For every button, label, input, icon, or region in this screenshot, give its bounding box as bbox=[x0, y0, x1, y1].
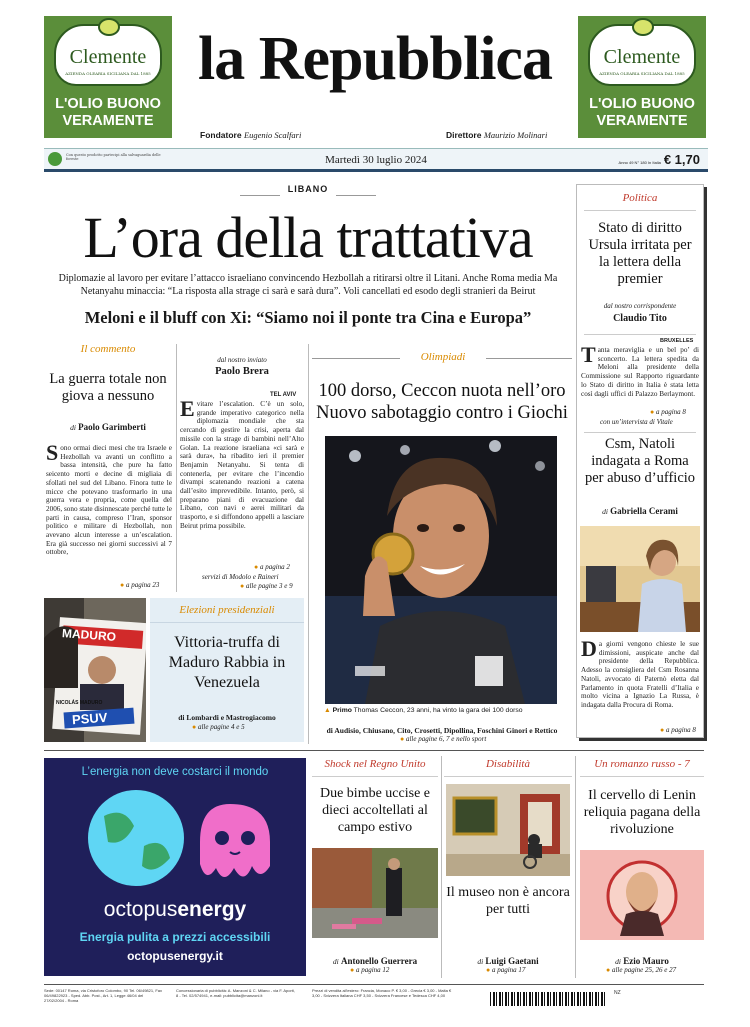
eco-note: Con questo prodotto partecipi alla salvaguardia delle foreste bbox=[66, 153, 161, 161]
ceccon-caption bbox=[324, 707, 523, 714]
dateline-bar bbox=[44, 148, 708, 172]
poster-name-text: NICOLÁS MADURO bbox=[56, 700, 103, 706]
drop-cap: D bbox=[581, 640, 597, 661]
shock-title[interactable]: Due bimbe uccise e dieci accoltellati al campo estivo bbox=[319, 786, 430, 835]
main-kicker: LIBANO bbox=[287, 184, 329, 194]
caption-text: Thomas Ceccon, 23 anni, ha vinto la gara dei 100 dorso bbox=[353, 707, 523, 714]
disabilita-ref[interactable] bbox=[486, 966, 525, 974]
main-headline[interactable]: L’ora della trattativa bbox=[83, 205, 533, 270]
section-divider bbox=[44, 750, 704, 751]
disabilita-title[interactable]: Il museo non è ancora per tutti bbox=[446, 885, 570, 917]
commento-title[interactable]: La guerra totale non giova a nessuno bbox=[49, 371, 167, 404]
drop-cap: E bbox=[180, 400, 195, 421]
footer-col2: Concessionaria di pubblicità: A. Manzoni & C. Milano - via F. Aporti, 8 - Tel. 02/574941, e-mail: pubblicita@manzoni.it bbox=[176, 988, 295, 998]
clemente-ad-right[interactable] bbox=[578, 16, 706, 138]
divider bbox=[584, 210, 696, 211]
divider bbox=[150, 622, 304, 623]
divider bbox=[240, 195, 280, 196]
politica-body bbox=[581, 346, 699, 408]
commento-text: ono ormai dieci mesi che tra Israele e Hezbollah va avanti un conflitto a bassa intensità, che pure ha fatto seicento morti e decine di migliaia di sfollati nel sud del Libano. Finora tutte le micce che potevano trasformarlo in una guerra vera e propria, come quella del 2006, sono state disinnescate perché tutte le parti in causa, compreso l’Iran, sponsor politico e militare di Hezbollah, non avevano alcun interesse a un’escalation. Era già successo nei giorni successivi al 7 ottobre, bbox=[46, 444, 172, 557]
clemente-brand: Clemente bbox=[69, 46, 147, 68]
olimpiadi-label: Olimpiadi bbox=[400, 351, 486, 363]
brera-text: vitare l’escalation. C’è un solo, grande imperativo categorico nella diplomazia mondiale che sta cercando di gestire la crisi, aperta dal missile con la strage di bambini nell’Alto Golan. La reazione israeliana «ci sarà e sarà dura», ha ribadito ieri il premier Benjamin Netanyahu. Si tenta di contenerla, per evitare che l’incendio divampi scatenando reazioni a catena dall’esito imprevedibile. Intanto, però, si preparano piani di evacuazione dal Libano, con navi e aerei militari da trasporto, e si diffondono appelli a lasciare Beirut prima possibile. bbox=[180, 400, 304, 530]
octopus-illustration bbox=[84, 786, 274, 896]
bullet-icon: ● bbox=[660, 726, 665, 734]
natoli-title[interactable]: Csm, Natoli indagata a Roma per abuso d’ufficio bbox=[584, 436, 696, 486]
ceccon-illustration bbox=[325, 436, 557, 704]
founder-line bbox=[200, 130, 301, 140]
bullet-icon: ● bbox=[400, 735, 405, 743]
drop-cap: S bbox=[46, 444, 59, 465]
commento-byline bbox=[44, 422, 172, 432]
venezuela-title[interactable]: Vittoria-truffa di Maduro Rabbia in Venezuela bbox=[168, 634, 286, 691]
venezuela-ref-text: alle pagine 4 e 5 bbox=[197, 723, 245, 731]
price-note: Anno 49 N° 180 In Italia bbox=[618, 160, 661, 165]
brera-services-ref[interactable] bbox=[240, 582, 293, 590]
natoli-photo[interactable] bbox=[580, 526, 700, 632]
octopus-logo bbox=[44, 898, 306, 922]
main-summary: Diplomazie al lavoro per evitare l’attacco israeliano convincendo Hezbollah a ritirarsi oltre il Litani. Anche Roma media Ma Netanyahu minaccia: “La risposta alla strage ci sarà e sarà dura”. Voli cancellati ed esodo degli stranieri da Beirut bbox=[58, 273, 558, 297]
bullet-icon: ● bbox=[120, 581, 125, 589]
lenin-illustration[interactable] bbox=[580, 850, 704, 940]
price-value: € 1,70 bbox=[663, 152, 700, 167]
barcode bbox=[490, 992, 606, 1006]
poster-top-text: MADURO bbox=[61, 626, 117, 644]
director-line bbox=[446, 130, 547, 140]
lenin-label: Un romanzo russo - 7 bbox=[594, 758, 690, 770]
venezuela-ref[interactable] bbox=[192, 723, 245, 731]
shock-byline bbox=[312, 956, 438, 966]
issue-date: Martedì 30 luglio 2024 bbox=[325, 154, 427, 166]
museum-photo[interactable] bbox=[446, 784, 570, 876]
bullet-icon: ● bbox=[486, 966, 491, 974]
footer-code: NZ bbox=[614, 990, 621, 996]
shock-photo[interactable] bbox=[312, 848, 438, 938]
clemente-logo bbox=[588, 24, 696, 86]
politica-place: BRUXELLES bbox=[660, 338, 694, 344]
clemente-tagline: AZIENDA OLEARIA SICILIANA DAL 1885 bbox=[65, 71, 151, 76]
shock-author: Antonello Guerrera bbox=[341, 956, 418, 966]
director-name: Maurizio Molinari bbox=[483, 130, 548, 140]
brera-ref[interactable] bbox=[254, 563, 290, 571]
lenin-byline bbox=[580, 956, 704, 966]
politica-text: anta meraviglia e un bel po’ di sconcerto. La lettera spedita da Meloni alla presidente della Commissione sul Rapporto riguardante lo Stato di diritto in Italia è stata letta così dagli uffici di Palazzo Berlaymont. bbox=[581, 346, 699, 398]
ceccon-photo[interactable] bbox=[325, 436, 557, 704]
olimpiadi-ref-text: alle pagine 6, 7 e nello sport bbox=[405, 735, 487, 743]
lenin-author: Ezio Mauro bbox=[623, 956, 669, 966]
divider bbox=[444, 776, 572, 777]
footer-divider bbox=[44, 984, 704, 985]
octopus-brand-b: energy bbox=[177, 898, 247, 921]
octopus-energy-ad[interactable] bbox=[44, 758, 306, 976]
politica-ref-text: a pagina 8 bbox=[655, 408, 686, 416]
octopus-brand-a: octopus bbox=[103, 898, 178, 921]
natoli-illustration bbox=[580, 526, 700, 632]
lenin-ref[interactable] bbox=[606, 966, 676, 974]
triangle-icon: ▲ bbox=[324, 707, 331, 714]
brera-author: Paolo Brera bbox=[215, 366, 269, 377]
venezuela-authors: di Lombardi e Mastrogiacomo bbox=[178, 713, 276, 722]
divider bbox=[584, 432, 696, 433]
shock-ref[interactable] bbox=[350, 966, 389, 974]
octopus-slogan: Energia pulita a prezzi accessibili bbox=[79, 930, 271, 944]
lenin-title[interactable]: Il cervello di Lenin reliquia pagana della rivoluzione bbox=[583, 788, 701, 837]
column-divider bbox=[441, 756, 442, 978]
politica-ref2: con un’intervista di Vitale bbox=[600, 418, 673, 426]
divider bbox=[312, 776, 438, 777]
politica-author: Claudio Tito bbox=[613, 313, 667, 324]
commento-author: Paolo Garimberti bbox=[78, 422, 146, 432]
commento-ref[interactable] bbox=[120, 581, 159, 589]
column-divider bbox=[308, 344, 309, 744]
politica-ref[interactable] bbox=[650, 408, 686, 416]
footer-col1: Sede: 00147 Roma, via Cristoforo Colombo, 90 Tel. 06/49821, Fax 06/49822923 - Sped. Abb. Post., Art. 1, Legge 46/04 del 27/02/2004 - Roma bbox=[44, 988, 162, 1003]
bullet-icon: ● bbox=[192, 723, 197, 731]
brera-place: TEL AVIV bbox=[270, 392, 297, 398]
brera-services-text: servizi di Modolo e Raineri bbox=[202, 573, 279, 581]
shock-illustration bbox=[312, 848, 438, 938]
shock-ref-text: a pagina 12 bbox=[355, 966, 390, 974]
divider bbox=[580, 776, 704, 777]
disabilita-byline bbox=[444, 956, 572, 966]
column-divider bbox=[575, 756, 576, 978]
natoli-ref[interactable] bbox=[660, 726, 696, 734]
clemente-slogan: L'OLIO BUONO VERAMENTE bbox=[55, 96, 161, 129]
lenin-ref-text: alle pagine 25, 26 e 27 bbox=[611, 966, 677, 974]
byline-prefix: di bbox=[332, 957, 339, 966]
clemente-slogan: L'OLIO BUONO VERAMENTE bbox=[589, 96, 695, 129]
olive-icon bbox=[98, 18, 120, 36]
lenin-portrait bbox=[580, 850, 704, 940]
brera-ref-text: a pagina 2 bbox=[259, 563, 290, 571]
olimpiadi-title[interactable]: 100 dorso, Ceccon nuota nell’oro Nuovo sabotaggio contro i Giochi bbox=[316, 381, 568, 423]
divider bbox=[584, 334, 696, 335]
politica-label: Politica bbox=[622, 192, 658, 204]
clemente-tagline: AZIENDA OLEARIA SICILIANA DAL 1885 bbox=[599, 71, 685, 76]
olimpiadi-ref[interactable] bbox=[400, 735, 486, 743]
olive-icon bbox=[632, 18, 654, 36]
venezuela-label: Elezioni presidenziali bbox=[179, 604, 275, 616]
octopus-tagline: L’energia non deve costarci il mondo bbox=[81, 766, 269, 778]
bullet-icon: ● bbox=[350, 966, 355, 974]
byline-prefix: di bbox=[477, 957, 484, 966]
politica-corr-label: dal nostro corrispondente bbox=[603, 302, 677, 310]
brera-services-ref-text: alle pagine 3 e 9 bbox=[245, 582, 293, 590]
disabilita-label: Disabilità bbox=[485, 758, 530, 770]
director-label: Direttore bbox=[446, 130, 482, 140]
commento-ref-text: a pagina 23 bbox=[125, 581, 160, 589]
bullet-icon: ● bbox=[240, 582, 245, 590]
founder-name: Eugenio Scalfari bbox=[243, 130, 302, 140]
natoli-body bbox=[581, 640, 699, 730]
disabilita-author: Luigi Gaetani bbox=[485, 956, 539, 966]
poster-party-text: PSUV bbox=[71, 709, 108, 728]
clemente-logo bbox=[54, 24, 162, 86]
brera-body bbox=[180, 400, 304, 562]
bullet-icon: ● bbox=[606, 966, 611, 974]
brera-services bbox=[202, 573, 279, 581]
byline-prefix: di bbox=[602, 507, 608, 516]
main-subhead[interactable]: Meloni e il bluff con Xi: “Siamo noi il ponte tra Cina e Europa” bbox=[84, 308, 532, 327]
commento-body bbox=[46, 444, 172, 584]
commento-label: Il commento bbox=[44, 343, 172, 355]
natoli-text: a giorni vengono chieste le sue dimissioni, auspicate anche dal presidente della Repubblica. Adesso la consigliera del Csm Rosanna Natoli, avvocato di Paternò eletta dal Parlamento in quota Fratelli d’Italia e molto vicina a Ignazio La Russa, è indagata dalla Procura di Roma. bbox=[581, 640, 699, 709]
natoli-author: Gabriella Cerami bbox=[610, 506, 678, 516]
bullet-icon: ● bbox=[254, 563, 259, 571]
issue-price bbox=[619, 152, 700, 167]
clemente-ad-left[interactable] bbox=[44, 16, 172, 138]
byline-prefix: di bbox=[70, 423, 76, 432]
museum-illustration bbox=[446, 784, 570, 876]
olimpiadi-authors: di Audisio, Chiusano, Cito, Crosetti, Dipollina, Foschini Ginori e Rettico bbox=[326, 726, 558, 735]
natoli-ref-text: a pagina 8 bbox=[665, 726, 696, 734]
column-divider bbox=[176, 344, 177, 592]
founder-label: Fondatore bbox=[200, 130, 242, 140]
drop-cap: T bbox=[581, 346, 596, 367]
shock-label: Shock nel Regno Unito bbox=[324, 758, 426, 770]
newspaper-title: la Repubblica bbox=[198, 25, 552, 93]
clemente-brand: Clemente bbox=[603, 46, 681, 68]
politica-title[interactable]: Stato di diritto Ursula irritata per la lettera della premier bbox=[588, 220, 692, 287]
divider bbox=[336, 195, 376, 196]
octopus-url[interactable]: octopusenergy.it bbox=[127, 949, 223, 963]
footer-col3: Prezzi di vendita all'estero: Francia, Monaco P. € 3,00 - Grecia € 3,00 - Malta € 3,00 - Svizzera Italiana CHF 3,50 - Svizzera Francese e Tedesca CHF 4,00 bbox=[312, 988, 452, 998]
bullet-icon: ● bbox=[650, 408, 655, 416]
caption-name: Primo bbox=[332, 707, 352, 714]
natoli-byline bbox=[580, 506, 700, 516]
byline-prefix: di bbox=[615, 957, 621, 966]
brera-from: dal nostro inviato bbox=[217, 356, 267, 364]
disabilita-ref-text: a pagina 17 bbox=[491, 966, 526, 974]
